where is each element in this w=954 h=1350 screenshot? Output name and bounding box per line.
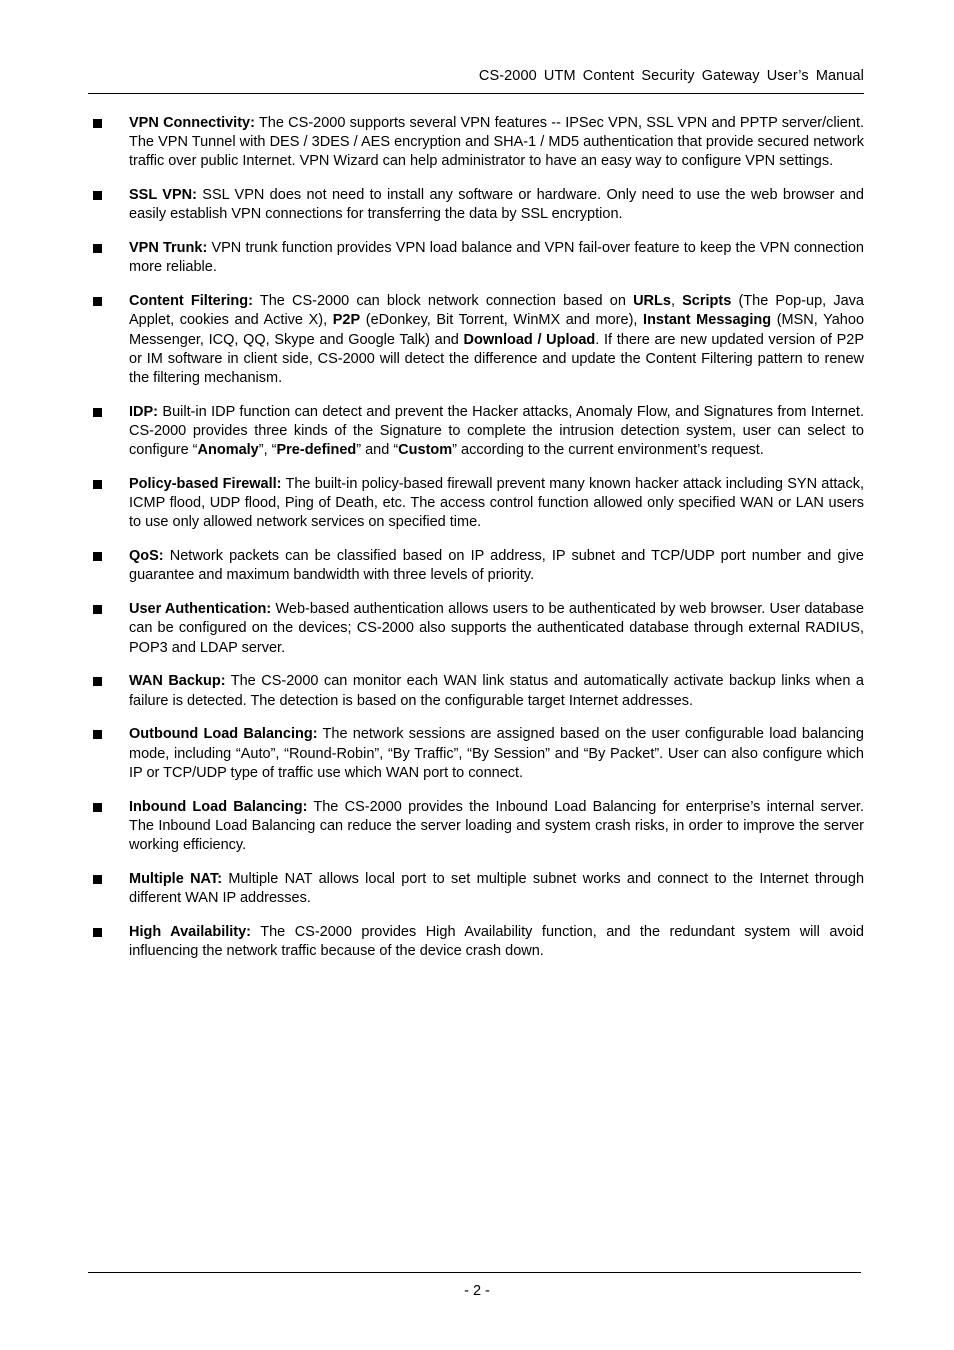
feature-text: The network sessions are assigned based on the user configurable load balancing mode, including “Auto”, “Round-Robin”, “By Traffic”, “By Session” and “By Packet”. User can also configure which IP or TCP/UDP type of traffic use which WAN port to connect.	[129, 726, 864, 781]
list-item	[88, 239, 864, 277]
feature-text: VPN trunk function provides VPN load balance and VPN fail-over feature to keep the VPN connection more reliable.	[129, 240, 864, 276]
emphasized-term: Scripts	[682, 293, 732, 310]
square-bullet-icon	[93, 480, 102, 489]
square-bullet-icon	[93, 552, 102, 561]
square-bullet-icon	[93, 191, 102, 200]
feature-label: Content Filtering:	[129, 293, 253, 310]
feature-text: ”, “	[258, 442, 277, 459]
square-bullet-icon	[93, 677, 102, 686]
square-bullet-icon	[93, 408, 102, 417]
feature-label: User Authentication:	[129, 601, 272, 618]
header-title: CS-2000 UTM Content Security Gateway User’s Manual	[478, 68, 864, 84]
feature-text: (MSN, Yahoo Messenger, ICQ, QQ, Skype and Google Talk) and	[129, 312, 865, 348]
emphasized-term: Pre-defined	[276, 442, 357, 459]
feature-label: Policy-based Firewall:	[129, 476, 282, 493]
feature-text: ” according to the current environment’s request.	[452, 442, 764, 459]
feature-text: Network packets can be classified based on IP address, IP subnet and TCP/UDP port number and give guarantee and maximum bandwidth with three levels of priority.	[129, 548, 864, 584]
list-item	[88, 798, 864, 856]
feature-label: WAN Backup:	[129, 673, 226, 690]
feature-text: (eDonkey, Bit Torrent, WinMX and more),	[360, 312, 644, 329]
feature-text: The CS-2000 provides High Availability function, and the redundant system will avoid influencing the network traffic because of the device crash down.	[129, 923, 864, 960]
list-item	[88, 600, 864, 658]
feature-label: VPN Connectivity:	[129, 115, 255, 131]
feature-label: VPN Trunk:	[129, 240, 208, 257]
list-item	[88, 403, 864, 461]
feature-text: Built-in IDP function can detect and prevent the Hacker attacks, Anomaly Flow, and Signatures from Internet. CS-2000 provides three kinds of the Signature to complete the intrusion detection system, user can select to configure “	[129, 403, 864, 459]
square-bullet-icon	[93, 730, 102, 739]
feature-text: . If there are new updated version of P2P or IM software in client side, CS-2000 will detect the difference and update the Content Filtering pattern to renew the filtering mechanism.	[129, 331, 865, 387]
feature-text: The CS-2000 provides the Inbound Load Balancing for enterprise’s internal server. The Inbound Load Balancing can reduce the server loading and system crash risks, in order to improve the server working efficiency.	[129, 798, 864, 854]
emphasized-term: Instant Messaging	[643, 312, 772, 329]
square-bullet-icon	[93, 928, 102, 937]
square-bullet-icon	[93, 605, 102, 614]
list-item	[88, 672, 864, 710]
square-bullet-icon	[93, 244, 102, 253]
list-item	[88, 475, 864, 533]
feature-text: The CS-2000 supports several VPN features -- IPSec VPN, SSL VPN and PPTP server/client. The VPN Tunnel with DES / 3DES / AES encryption and SHA-1 / MD5 authentication that provide secured network traffic over public Internet. VPN Wizard can help administrator to have an easy way to configure VPN settings.	[129, 115, 864, 170]
list-item	[88, 923, 864, 961]
emphasized-term: P2P	[332, 312, 361, 329]
feature-label: IDP:	[129, 403, 158, 420]
list-item	[88, 547, 864, 585]
feature-text: SSL VPN does not need to install any software or hardware. Only need to use the web browser and easily establish VPN connections for transferring the data by SSL encryption.	[129, 187, 865, 223]
feature-label: SSL VPN:	[129, 187, 197, 204]
list-item	[88, 292, 864, 388]
list-item	[88, 186, 864, 224]
emphasized-term: Custom	[398, 442, 453, 459]
feature-text: Multiple NAT allows local port to set multiple subnet works and connect to the Internet through different WAN IP addresses.	[129, 870, 865, 907]
page-number: - 2 -	[464, 1283, 490, 1299]
list-item	[88, 114, 864, 172]
square-bullet-icon	[93, 119, 102, 128]
feature-list	[88, 114, 864, 976]
feature-text: The built-in policy-based firewall prevent many known hacker attack including SYN attack, ICMP flood, UDP flood, Ping of Death, etc. The access control function allowed only specified WAN or LAN users to use only allowed network services on specified time.	[129, 476, 864, 531]
feature-label: High Availability:	[129, 923, 252, 940]
feature-text: The CS-2000 can monitor each WAN link status and automatically activate backup links when a failure is detected. The detection is based on the configurable target Internet addresses.	[129, 673, 864, 709]
list-item	[88, 870, 864, 908]
square-bullet-icon	[93, 875, 102, 884]
footer-divider	[88, 1272, 861, 1273]
emphasized-term: Download / Upload	[463, 331, 596, 348]
emphasized-term: URLs	[633, 293, 671, 310]
feature-text: Web-based authentication allows users to be authenticated by web browser. User database can be configured on the devices; CS-2000 also supports the authenticated database through external RADIUS, POP3 and LDAP server.	[129, 601, 864, 656]
feature-text: ” and “	[356, 442, 399, 459]
feature-text: ,	[670, 293, 683, 310]
feature-label: Multiple NAT:	[129, 870, 223, 887]
list-item	[88, 725, 864, 783]
feature-label: Outbound Load Balancing:	[129, 726, 318, 743]
feature-text: (The Pop-up, Java Applet, cookies and Active X),	[129, 293, 864, 329]
emphasized-term: Anomaly	[197, 442, 259, 459]
feature-label: QoS:	[129, 548, 164, 565]
feature-text: The CS-2000 can block network connection based on	[252, 293, 634, 310]
square-bullet-icon	[93, 297, 102, 306]
square-bullet-icon	[93, 803, 102, 812]
page-header	[88, 0, 864, 94]
feature-label: Inbound Load Balancing:	[129, 798, 308, 815]
